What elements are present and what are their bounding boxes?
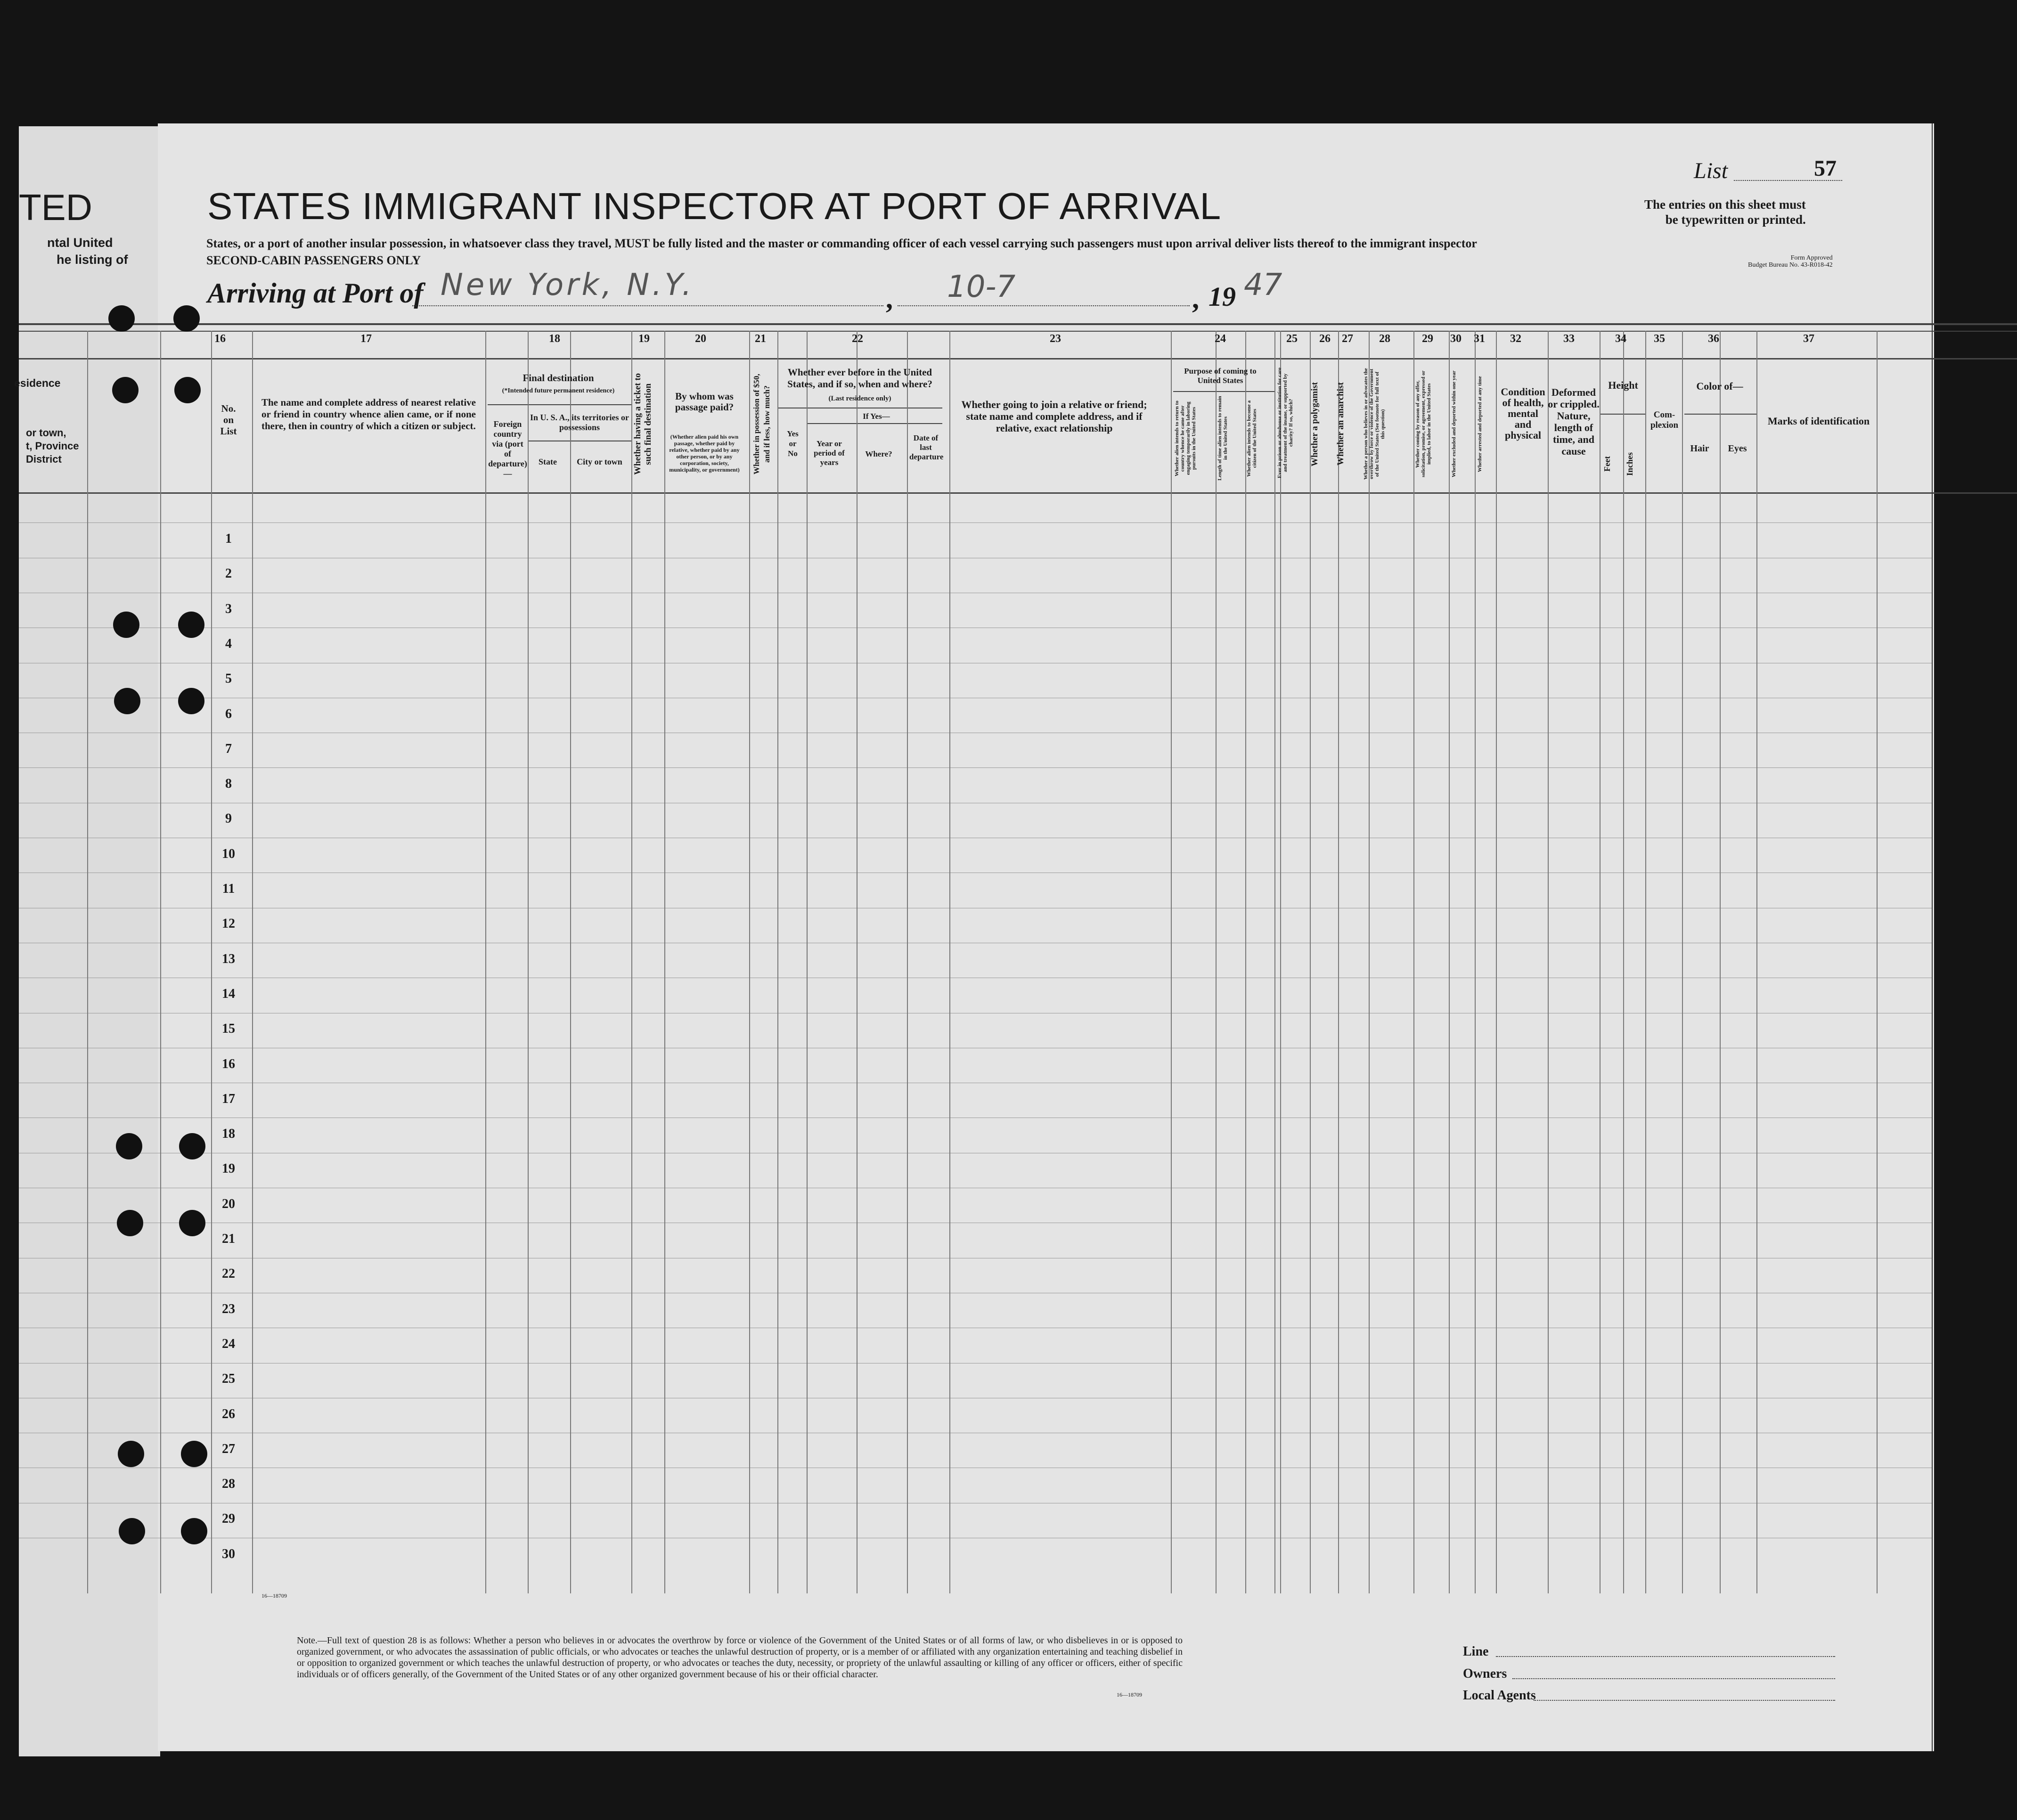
column-rule [1310,331,1311,1593]
row-number: 1 [225,531,232,546]
col-num-22: 22 [852,333,863,345]
header-final-destination: Final destination [523,372,594,384]
column-rule [570,331,571,1593]
column-rule [1756,331,1757,1593]
column-rule [1720,331,1721,1593]
row-number: 14 [222,986,235,1001]
punch-hole [112,377,139,403]
column-rule [907,331,908,1593]
header-marks: Marks of identification [1767,415,1870,427]
col-num-18: 18 [549,333,560,345]
year-prefix: 19 [1209,281,1236,312]
header-ever-prison: Ever in prison or almshouse or institution for care and treatment of the insane, or supported by charity? If so, which? [1277,367,1294,478]
punch-hole [113,612,139,638]
column-rule [1245,331,1246,1593]
row-number: 7 [225,741,232,756]
header-condition: Condition of health, mental and physical [1501,386,1545,441]
left-page-text-1: ntal United [47,236,113,250]
col-num-27: 27 [1342,333,1353,345]
column-rule [664,331,665,1593]
row-number: 6 [225,706,232,721]
header-nearest-relative: The name and complete address of nearest relative or friend in country whence alien came, or if none there, then in country of which a citizen or subject. [261,397,476,432]
header-yes-no: Yes or No [787,429,799,458]
header-year-period: Year or period of years [814,439,845,467]
header-final-destination-sub: (*Intended future permanent residence) [502,387,615,394]
rule-header-bottom [19,492,2017,494]
column-rule [1623,331,1624,1593]
row-number: 2 [225,566,232,581]
page-title: STATES IMMIGRANT INSPECTOR AT PORT OF ARRIVAL [207,185,1222,227]
header-contract: Whether coming by reason of any offer, solicitation, promise, or agreement, expressed or implied, to labor in the United States [1415,370,1432,478]
form-approved-label: Form Approved [1790,254,1833,261]
header-inches: Inches [1625,452,1634,476]
col-num-37: 37 [1803,333,1814,345]
footnote-question-28: Note.—Full text of question 28 is as follows: Whether a person who believes in or advocates the overthrow by force or violence of the Government of the United States or of all forms of law, or who disbelieves in or is opposed to organized government, or who advocates the assassination of public officials, or who advocates or teaches the unlawful destruction of property, or is a member of or affiliated with any organization entertaining and teaching disbelief in or opposition to organized government or which teaches the unlawful destruction of property, or who advocates or teaches the duty, necessity, or propriety of the unlawful assaulting or killing of any officer or officers, either of specific individuals or of officers generally, of the Government of the United States or of any other organized government because of his or their official character. [297,1635,1183,1680]
row-number: 4 [225,636,232,651]
rule-height [1600,414,1645,415]
column-rule [631,331,632,1593]
row-number: 12 [222,916,235,931]
header-complexion: Com- plexion [1650,410,1679,430]
rule-purpose [1173,391,1274,392]
typewriter-note-line-2: be typewritten or printed. [1665,212,1806,227]
row-number: 22 [222,1266,235,1281]
col-num-30: 30 [1450,333,1462,345]
col-num-21: 21 [755,333,766,345]
header-deported: Whether arrested and deported at any time [1477,376,1483,472]
budget-bureau-number: Budget Bureau No. 43-R018-42 [1748,261,1833,269]
row-number: 18 [222,1126,235,1142]
punch-hole [118,1441,144,1467]
column-rule [1682,331,1683,1593]
punch-hole [174,377,201,403]
column-rule [1877,331,1878,1593]
row-number: 25 [222,1371,235,1387]
row-number: 13 [222,951,235,966]
form-code-footer: 16—18709 [1117,1691,1142,1698]
column-rule [807,331,808,1593]
column-rule [1600,331,1601,1593]
date-value: 10-7 [947,269,1016,304]
col-num-25: 25 [1286,333,1298,345]
row-number: 20 [222,1196,235,1211]
column-rule [1280,331,1281,1593]
left-page-title-fragment: TED [19,187,92,228]
col-num-31: 31 [1474,333,1485,345]
header-possession-50: Whether in possession of $50, and if less, how much? [752,374,771,474]
punch-hole [108,305,135,332]
header-purpose: Purpose of coming to United States [1184,367,1257,385]
header-ever-before-sub: (Last residence only) [828,395,891,402]
col-num-16: 16 [214,333,226,345]
col-num-36: 36 [1708,333,1719,345]
header-if-yes: If Yes— [863,412,890,421]
column-rule [1496,331,1497,1593]
column-rule [777,331,778,1593]
row-number: 17 [222,1091,235,1106]
column-rule [1413,331,1414,1593]
col-num-24: 24 [1215,333,1226,345]
row-number: 8 [225,776,232,792]
row-number: 30 [222,1546,235,1561]
header-polygamist: Whether a polygamist [1310,382,1320,466]
row-number: 9 [225,811,232,826]
column-rule [1171,331,1172,1593]
column-rule [1369,331,1370,1593]
left-col-residence: esidence [14,377,61,389]
sheet-edge [1932,123,1933,1751]
column-rule [528,331,529,1593]
owners-label: Owners [1463,1666,1507,1681]
header-believes: Whether a person who believes in or advocates the overthrow by force or violence of the Government of the United States (See footnote for full text of this question) [1363,368,1386,480]
column-rule [1475,331,1476,1593]
row-number: 26 [222,1406,235,1421]
row-number: 21 [222,1232,235,1246]
punch-hole [173,305,200,332]
header-purpose-return: Whether alien intends to return to country whence he came after engaging temporarily in laboring pursuits in the United States [1174,400,1197,476]
column-rule [1548,331,1549,1593]
column-rule [949,331,950,1593]
local-agents-field [1534,1700,1835,1701]
header-feet: Feet [1602,456,1612,472]
typewriter-note-line-1: The entries on this sheet must [1644,197,1806,212]
left-page-text-2: he listing of [57,253,128,267]
punch-hole [181,1441,207,1467]
col-num-34: 34 [1615,333,1626,345]
col-num-19: 19 [638,333,650,345]
rule-col-numbers [19,358,2017,359]
row-number: 11 [222,881,235,896]
header-by-whom-sub: (Whether alien paid his own passage, whether paid by relative, whether paid by any other person, or by any corporation, society, municipality, or government) [669,433,740,473]
header-by-whom: By whom was passage paid? [675,391,734,413]
instructions: States, or a port of another insular possession, in whatsoever class they travel, MUST be fully listed and the master or commanding officer of each vessel carrying such passengers must upon arrival deliver lists thereof to the immigrant inspector [206,237,1477,250]
row-rule [19,767,1932,768]
col-num-28: 28 [1379,333,1390,345]
header-anarchist: Whether an anarchist [1336,382,1346,466]
cabin-class: SECOND-CABIN PASSENGERS ONLY [206,253,421,267]
row-number: 24 [222,1336,235,1351]
header-eyes: Eyes [1728,443,1747,454]
col-num-26: 26 [1319,333,1331,345]
header-deformed: Deformed or crippled. Nature, length of time, and cause [1548,386,1600,457]
row-number: 10 [222,846,235,861]
line-label: Line [1463,1644,1489,1659]
row-number: 28 [222,1477,235,1492]
port-value: New York, N.Y. [441,268,694,302]
left-col-town: or town, t, Province District [26,427,79,465]
row-number: 15 [222,1021,235,1037]
row-number: 27 [222,1441,235,1456]
header-foreign-country: Foreign country via (port of departure)— [488,419,527,478]
arriving-at-port-label: Arriving at Port of [207,277,424,309]
col-num-23: 23 [1050,333,1061,345]
row-number: 29 [222,1511,235,1526]
row-number: 5 [225,671,232,686]
header-color-of: Color of— [1696,380,1743,392]
punch-hole [178,612,204,638]
punch-hole [117,1210,143,1236]
column-rule [749,331,750,1593]
col-num-17: 17 [360,333,372,345]
header-where: Where? [865,449,892,458]
row-number: 3 [225,601,232,616]
rule-if-yes [807,423,942,424]
rule-color [1684,414,1757,415]
header-date-departure: Date of last departure [909,433,944,461]
col-num-32: 32 [1510,333,1521,345]
comma-1: , [886,283,893,314]
header-in-usa: In U. S. A., its territories or possessions [530,413,629,432]
line-field [1496,1656,1835,1657]
col-num-35: 35 [1654,333,1665,345]
punch-hole [181,1518,207,1544]
column-rule [1338,331,1339,1593]
row-number: 23 [222,1301,235,1316]
header-purpose-citizen: Whether alien intends to become a citizen of the United States [1246,400,1258,477]
list-label: List [1694,158,1728,183]
header-height: Height [1608,379,1638,391]
header-no-on-list: No. on List [220,403,237,437]
punch-hole [114,688,140,714]
column-rule [252,331,253,1593]
column-rule [485,331,486,1593]
punch-hole [179,1210,205,1236]
comma-2: , [1192,283,1199,314]
col-num-33: 33 [1563,333,1575,345]
header-excluded: Whether excluded and deported within one year [1451,370,1457,478]
header-state: State [539,457,557,466]
column-rule [1645,331,1646,1593]
rule-final-destination [488,404,631,405]
row-number: 16 [222,1056,235,1071]
punch-hole [178,688,204,714]
row-rule [19,522,1932,523]
column-rule [87,331,88,1593]
rule-top [19,323,2017,325]
punch-hole [119,1518,145,1544]
column-rule [1216,331,1217,1593]
rule-top-2 [19,331,2017,332]
owners-field [1512,1678,1835,1679]
form-code: 16—18709 [261,1592,287,1599]
column-rule [1449,331,1450,1593]
header-city: City or town [577,457,622,466]
col-num-29: 29 [1422,333,1433,345]
column-rule [1274,331,1275,1593]
list-number: 57 [1814,156,1837,181]
punch-hole [179,1133,205,1159]
header-ticket: Whether having a ticket to such final destination [633,373,653,475]
column-rule [211,331,212,1593]
local-agents-label: Local Agents [1463,1688,1536,1703]
col-num-20: 20 [695,333,706,345]
year-value: 47 [1244,268,1282,302]
header-hair: Hair [1690,443,1709,454]
header-ever-before: Whether ever before in the United States, and if so, when and where? [787,367,932,390]
punch-hole [116,1133,142,1159]
header-purpose-length: Length of time alien intends to remain in the United States [1217,396,1228,481]
row-number: 19 [222,1161,235,1176]
header-joining-relative: Whether going to join a relative or friend; state name and complete address, and if relative, exact relationship [961,399,1147,434]
column-rule [160,331,161,1593]
